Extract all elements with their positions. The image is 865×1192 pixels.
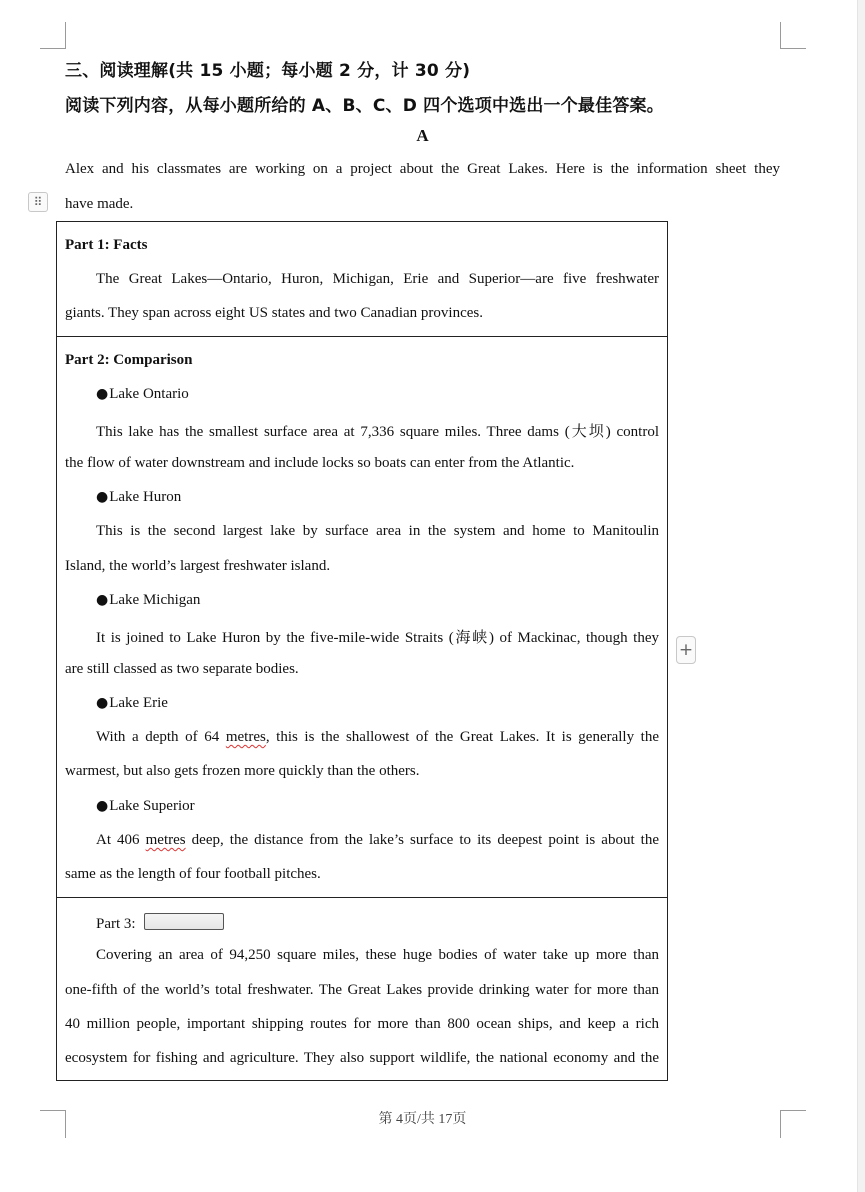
lake-text-line: warmest, but also gets frozen more quickly than the others. [65,763,420,779]
lake-heading: ●Lake Huron [96,489,182,505]
spellcheck-flag[interactable]: metres [225,729,266,745]
bullet-icon: ● [96,592,109,608]
section-title: 三、阅读理解(共 15 小题；每小题 2 分，计 30 分) [65,61,471,81]
part1-line-2: giants. They span across eight US states and two Canadian provinces. [65,305,483,321]
lake-heading: ●Lake Ontario [96,386,189,402]
bullet-icon: ● [96,695,109,711]
instruction-text: 阅读下列内容，从每小题所给的 A、B、C、D 四个选项中选出一个最佳答案。 [65,96,664,116]
table-cell-part3 [57,897,667,1081]
part1-line-1: The Great Lakes—Ontario, Huron, Michigan, Erie and Superior—are five freshwater [96,271,659,287]
table-drag-handle-icon[interactable]: ⠿ [28,192,48,212]
intro-line-2: have made. [65,196,134,212]
table-cell-part1 [57,222,667,337]
part2-title: Part 2: Comparison [65,352,193,368]
part3-title: Part 3: [96,913,224,933]
lake-heading: ●Lake Superior [96,798,195,814]
bullet-icon: ● [96,798,109,814]
page-number: 第 4页/共 17页 [378,1112,467,1127]
lake-text-line: Island, the world’s largest freshwater island. [65,558,331,574]
part3-line-3: 40 million people, important shipping routes for more than 800 ocean ships, and keep a rich [65,1016,659,1032]
lake-text-line: With a depth of 64 metres, this is the shallowest of the Great Lakes. It is generally the [96,729,660,745]
lake-text-line: This lake has the smallest surface area at 7,336 square miles. Three dams (大坝) control [96,424,659,440]
part3-title-blank[interactable] [144,913,224,930]
lake-text-line: At 406 metres deep, the distance from the lake’s surface to its deepest point is about the [96,832,660,848]
lake-text-line: same as the length of four football pitches. [65,866,321,882]
part3-line-1: Covering an area of 94,250 square miles, these huge bodies of water take up more than [96,947,659,963]
part1-title: Part 1: Facts [65,237,148,253]
information-sheet-table [56,221,668,1081]
spellcheck-flag[interactable]: metres [145,832,186,848]
add-row-icon[interactable]: + [676,636,696,664]
part3-line-2: one-fifth of the world’s total freshwater. The Great Lakes provide drinking water for more than [65,982,659,998]
vertical-scrollbar[interactable] [857,0,865,1192]
lake-heading: ●Lake Erie [96,695,168,711]
lake-text-line: This is the second largest lake by surface area in the system and home to Manitoulin [96,523,659,539]
lake-text-line: are still classed as two separate bodies. [65,661,299,677]
table-cell-part2 [57,336,667,898]
lake-text-line: the flow of water downstream and include locks so boats can enter from the Atlantic. [65,455,575,471]
lake-heading: ●Lake Michigan [96,592,201,608]
part3-line-4: ecosystem for fishing and agriculture. They also support wildlife, the national economy and the [65,1050,659,1066]
bullet-icon: ● [96,489,109,505]
intro-line-1: Alex and his classmates are working on a project about the Great Lakes. Here is the information sheet they [65,161,780,177]
passage-label: A [416,126,429,145]
bullet-icon: ● [96,386,109,402]
lake-text-line: It is joined to Lake Huron by the five-mile-wide Straits (海峡) of Mackinac, though they [96,630,659,646]
